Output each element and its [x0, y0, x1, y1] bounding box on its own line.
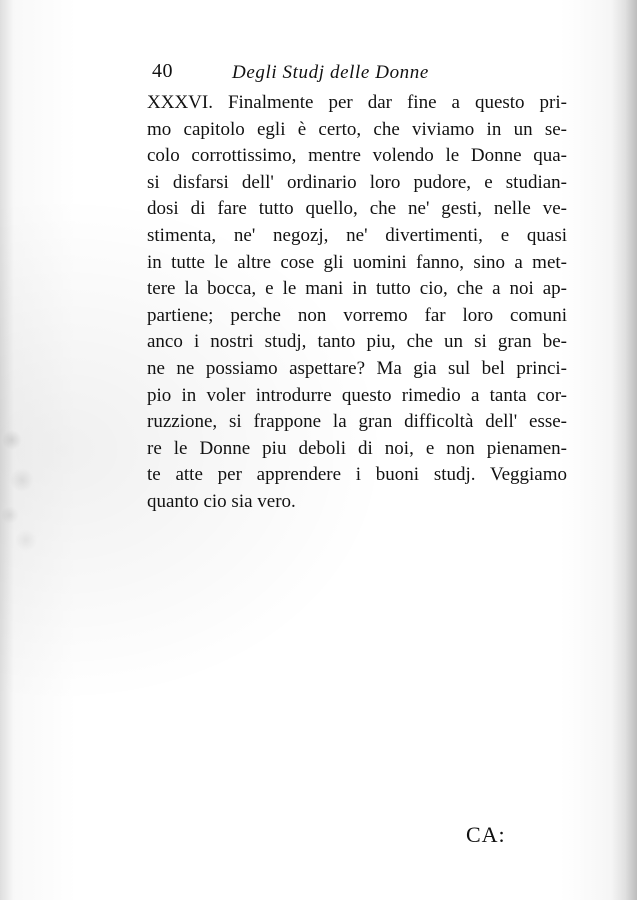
text-line: quanto cio sia vero. [147, 490, 296, 512]
running-head [152, 60, 452, 88]
text-line: in tutte le altre cose gli uomini fanno, sino a met- [147, 251, 567, 273]
running-title: Degli Studj delle Donne [232, 62, 429, 83]
text-line: dosi di fare tutto quello, che ne' gesti, nelle ve- [147, 198, 567, 220]
text-line: ruzzione, si frappone la gran difficoltà dell' esse- [147, 411, 567, 433]
text-line: colo corrottissimo, mentre volendo le Donne qua- [147, 145, 567, 167]
text-line: pio in voler introdurre questo rimedio a tanta cor- [147, 384, 567, 406]
text-line: ne ne possiamo aspettare? Ma gia sul bel princi- [147, 357, 567, 379]
text-line: re le Donne piu deboli di noi, e non pienamen- [147, 437, 567, 459]
text-line: stimenta, ne' negozj, ne' divertimenti, e quasi [147, 224, 567, 246]
text-line: mo capitolo egli è certo, che viviamo in un se- [147, 118, 567, 140]
text-line: te atte per apprendere i buoni studj. Veggiamo [147, 464, 567, 486]
body-text [147, 90, 567, 516]
text-line: si disfarsi dell' ordinario loro pudore, e studian- [147, 171, 567, 193]
paper-stains [0, 420, 40, 560]
catchword: CA: [466, 822, 506, 847]
page-number: 40 [152, 60, 173, 82]
text-line: XXXVI. Finalmente per dar fine a questo pri- [147, 92, 567, 113]
page-binding-shadow [611, 0, 637, 900]
text-line: partiene; perche non vorremo far loro comuni [147, 304, 567, 326]
text-line: anco i nostri studj, tanto piu, che un si gran be- [147, 331, 567, 353]
text-line: tere la bocca, e le mani in tutto cio, che a noi ap- [147, 278, 567, 300]
